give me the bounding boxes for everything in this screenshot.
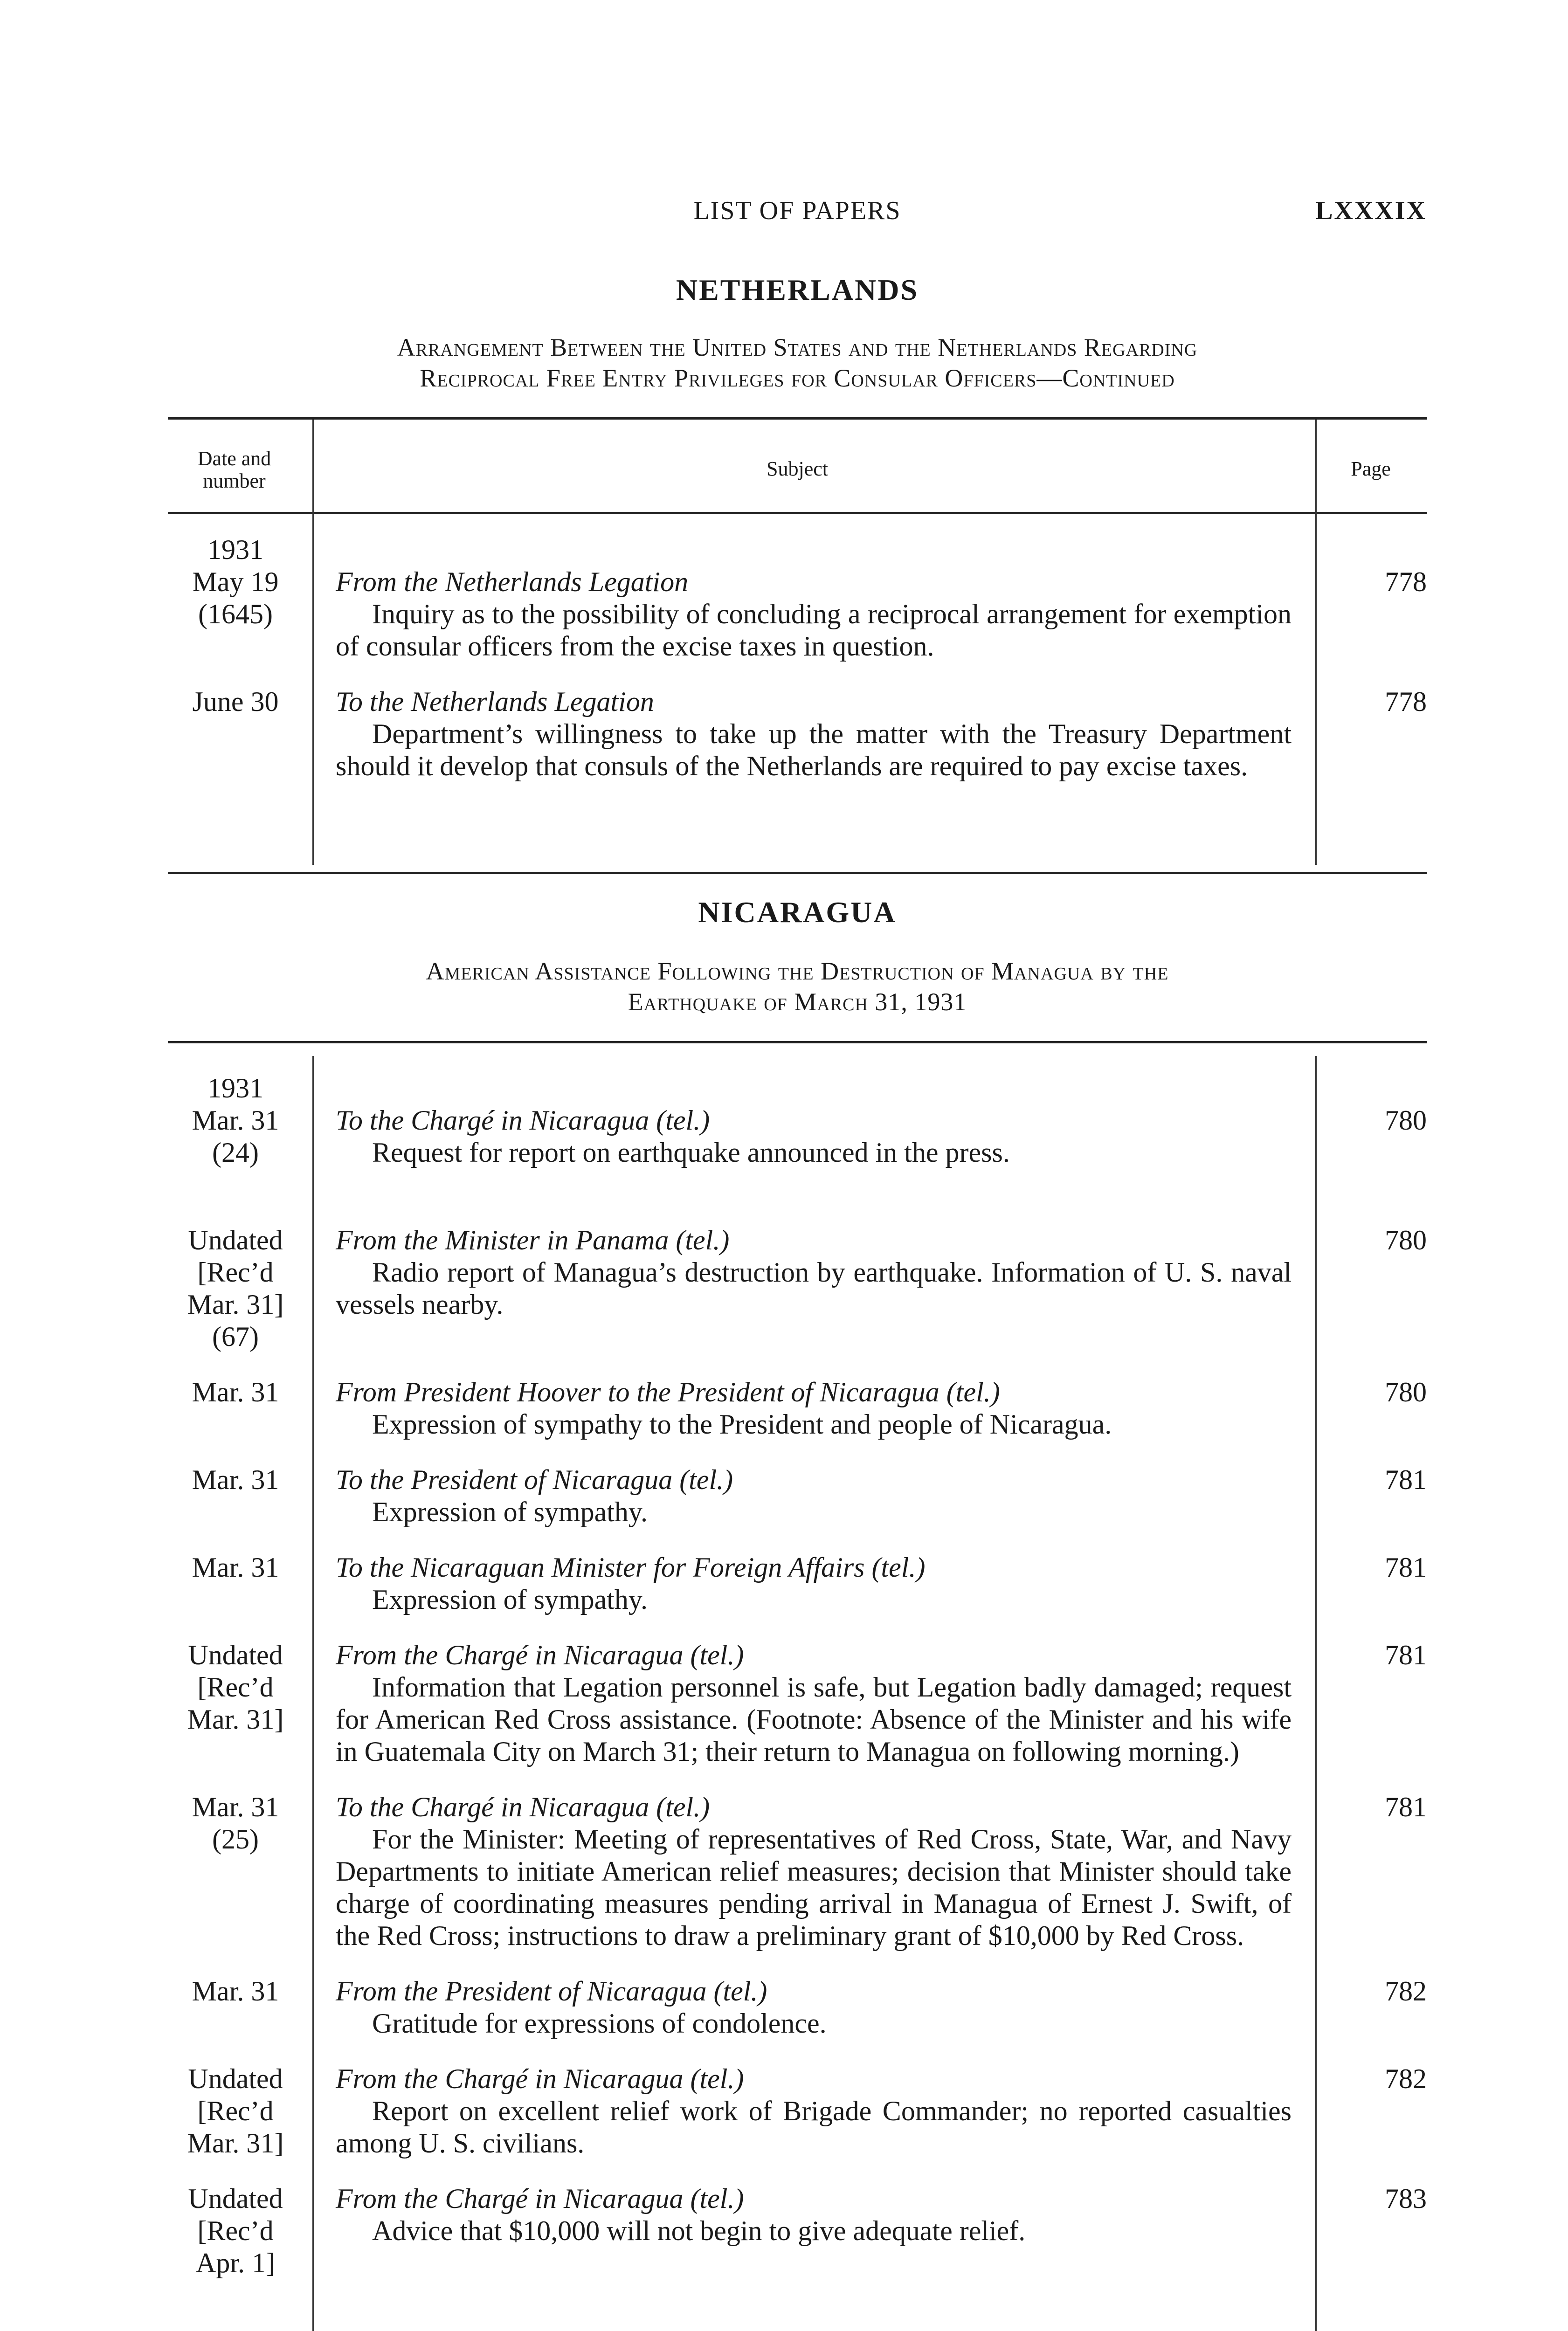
- section-title-line: Earthquake of March 31, 1931: [628, 988, 967, 1016]
- entry-date: 1931 May 19 (1645): [192, 534, 279, 629]
- list-item: [168, 686, 1427, 782]
- entry-date: Undated [Rec’d Mar. 31] (67): [187, 1225, 284, 1352]
- entry-subject: [336, 686, 1292, 782]
- entry-description: Expression of sympathy.: [372, 1584, 648, 1615]
- entry-correspondent: To the Netherlands Legation: [336, 686, 654, 717]
- entry-description: Inquiry as to the possibility of concluding a reciprocal arrangement for exemption of consular officers from the excise taxes in question.: [336, 599, 1292, 662]
- entry-description: Advice that $10,000 will not begin to give adequate relief.: [372, 2215, 1026, 2246]
- entry-page: 781: [1385, 1640, 1427, 1670]
- entry-description: Expression of sympathy to the President and people of Nicaragua.: [372, 1409, 1112, 1440]
- entry-date: June 30: [192, 686, 279, 717]
- entry-description: Gratitude for expressions of condolence.: [372, 2008, 827, 2039]
- list-item: [168, 1552, 1427, 1616]
- running-head: [168, 196, 1427, 233]
- country-title-netherlands: NETHERLANDS: [676, 273, 919, 306]
- entry-date: Mar. 31: [192, 1976, 279, 2007]
- entry-date: Mar. 31 (25): [192, 1792, 279, 1855]
- entry-subject: [336, 2183, 1292, 2247]
- netherlands-heading: [168, 273, 1427, 307]
- list-item: [168, 534, 1427, 662]
- entry-description: Radio report of Managua’s destruction by earthquake. Information of U. S. naval vessels nearby.: [336, 1257, 1292, 1320]
- list-item: [168, 1376, 1427, 1441]
- entry-description: Expression of sympathy.: [372, 1497, 648, 1527]
- column-header-page: Page: [1351, 457, 1391, 480]
- entry-correspondent: To the Chargé in Nicaragua (tel.): [336, 1792, 710, 1822]
- running-title: LIST OF PAPERS: [693, 196, 901, 225]
- entry-date: Undated [Rec’d Mar. 31]: [187, 2063, 284, 2159]
- entry-page: 780: [1385, 1377, 1427, 1407]
- entry-subject: [336, 2063, 1292, 2159]
- nicaragua-entries: [168, 1072, 1427, 2278]
- entry-subject: [336, 1376, 1292, 1441]
- entry-correspondent: From the Netherlands Legation: [336, 566, 689, 597]
- entry-date: Undated [Rec’d Apr. 1]: [188, 2183, 283, 2278]
- entry-date: Mar. 31: [192, 1377, 279, 1407]
- entry-page: 781: [1385, 1552, 1427, 1583]
- entry-page: 778: [1385, 686, 1427, 717]
- table-header-rule: [168, 512, 1427, 514]
- entry-date: Mar. 31: [192, 1464, 279, 1495]
- column-header-date: Date and number: [197, 447, 271, 492]
- entry-correspondent: To the Nicaraguan Minister for Foreign Affairs (tel.): [336, 1552, 926, 1583]
- list-item: [168, 1464, 1427, 1528]
- entry-subject: [336, 534, 1292, 662]
- list-item: [168, 1224, 1427, 1353]
- entry-page: 778: [1385, 566, 1427, 597]
- entry-date: 1931 Mar. 31 (24): [192, 1073, 279, 1168]
- table-top-rule: [168, 417, 1427, 420]
- entry-description: Information that Legation personnel is safe, but Legation badly damaged; request for American Red Cross assistance. (Footnote: Absence of the Minister and his wife in Guatemala City on March 31; their return to Managua on following morning.): [336, 1672, 1292, 1767]
- entry-correspondent: From the Chargé in Nicaragua (tel.): [336, 1640, 744, 1670]
- entry-page: 780: [1385, 1225, 1427, 1255]
- section-title-line: Arrangement Between the United States and the Netherlands Regarding: [397, 333, 1198, 361]
- list-item: [168, 1975, 1427, 2040]
- entry-subject: [336, 1552, 1292, 1616]
- entry-subject: [336, 1791, 1292, 1952]
- entry-subject: [336, 1464, 1292, 1528]
- list-item: [168, 1639, 1427, 1768]
- list-item: [168, 1072, 1427, 1201]
- entry-correspondent: From the Minister in Panama (tel.): [336, 1225, 730, 1255]
- entry-description: Report on excellent relief work of Brigade Commander; no reported casualties among U. S. civilians.: [336, 2096, 1292, 2159]
- entry-subject: [336, 1975, 1292, 2040]
- table-top-rule: [168, 1041, 1427, 1043]
- list-item: [168, 2063, 1427, 2159]
- entry-correspondent: From President Hoover to the President of Nicaragua (tel.): [336, 1377, 1000, 1407]
- entry-subject: [336, 1224, 1292, 1321]
- page-folio: LXXXIX: [1315, 196, 1427, 225]
- entry-page: 783: [1385, 2183, 1427, 2214]
- section-end-rule: [168, 872, 1427, 874]
- netherlands-entries: [168, 534, 1427, 806]
- section-title-line: Reciprocal Free Entry Privileges for Consular Officers—Continued: [420, 364, 1175, 392]
- entry-correspondent: From the President of Nicaragua (tel.): [336, 1976, 767, 2007]
- entry-description: Department’s willingness to take up the matter with the Treasury Department should it develop that consuls of the Netherlands are required to pay excise taxes.: [336, 718, 1292, 781]
- entry-page: 781: [1385, 1464, 1427, 1495]
- column-header-subject: Subject: [767, 457, 828, 480]
- entry-page: 782: [1385, 1976, 1427, 2007]
- country-title-nicaragua: NICARAGUA: [698, 896, 897, 929]
- netherlands-section-title: [168, 332, 1427, 393]
- nicaragua-section-title: [168, 956, 1427, 1017]
- entry-subject: [336, 1072, 1292, 1201]
- nicaragua-heading: [168, 895, 1427, 930]
- entry-description: Request for report on earthquake announced in the press.: [372, 1137, 1010, 1168]
- entry-page: 780: [1385, 1105, 1427, 1136]
- entry-page: 781: [1385, 1792, 1427, 1822]
- entry-date: Undated [Rec’d Mar. 31]: [187, 1640, 284, 1735]
- entry-subject: [336, 1639, 1292, 1768]
- entry-date: Mar. 31: [192, 1552, 279, 1583]
- entry-correspondent: To the President of Nicaragua (tel.): [336, 1464, 733, 1495]
- section-title-line: American Assistance Following the Destruction of Managua by the: [426, 957, 1169, 985]
- list-item: [168, 2183, 1427, 2278]
- entry-correspondent: From the Chargé in Nicaragua (tel.): [336, 2063, 744, 2094]
- entry-page: 782: [1385, 2063, 1427, 2094]
- entry-correspondent: To the Chargé in Nicaragua (tel.): [336, 1105, 710, 1136]
- entry-description: For the Minister: Meeting of representatives of Red Cross, State, War, and Navy Departments to initiate American relief measures; decision that Minister should take charge of coordinating measures pending arrival in Managua of Ernest J. Swift, of the Red Cross; instructions to draw a preliminary grant of $10,000 by Red Cross.: [336, 1824, 1292, 1951]
- entry-correspondent: From the Chargé in Nicaragua (tel.): [336, 2183, 744, 2214]
- list-item: [168, 1791, 1427, 1952]
